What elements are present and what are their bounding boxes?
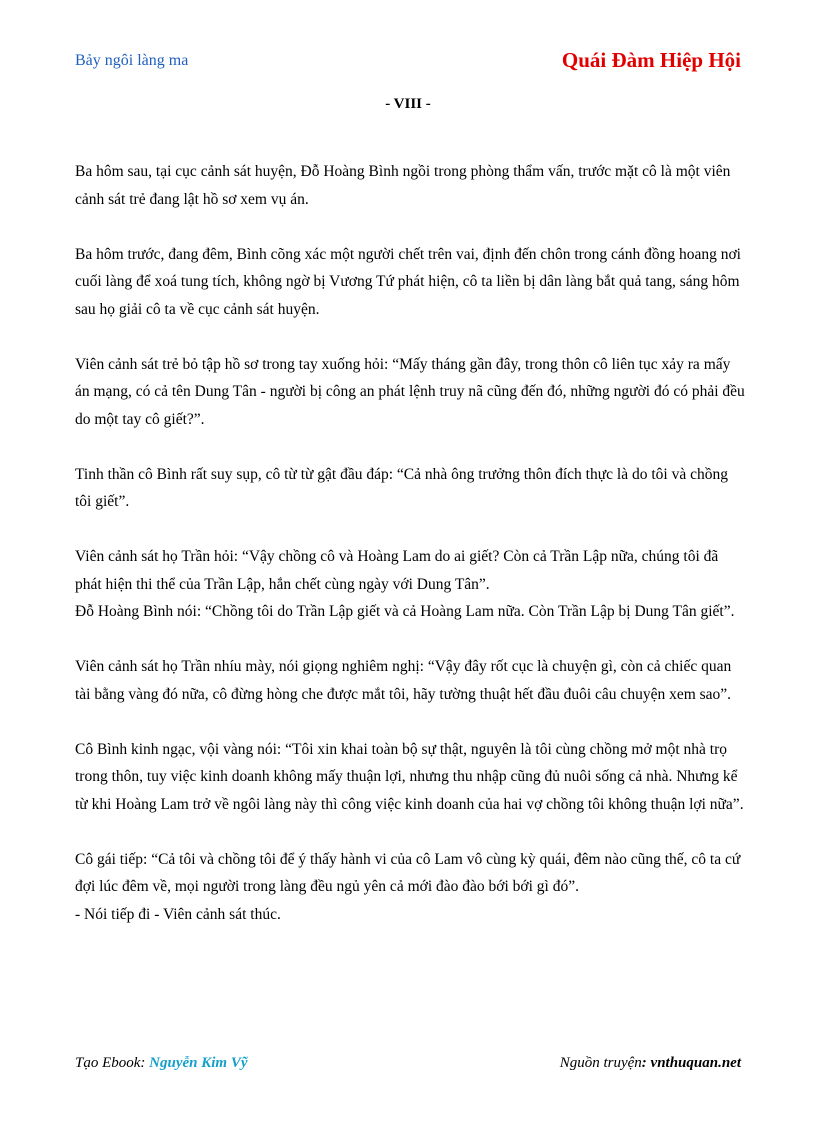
paragraph: Ba hôm sau, tại cục cảnh sát huyện, Đỗ Hoàng Bình ngồi trong phòng thẩm vấn, trước mặt cô là một viên cảnh sát trẻ đang lật hồ sơ xem vụ án. (75, 163, 731, 208)
publisher-title: Quái Đàm Hiệp Hội (561, 48, 741, 72)
paragraph: Đỗ Hoàng Bình nói: “Chồng tôi do Trần Lập giết và cả Hoàng Lam nữa. Còn Trần Lập bị Dung Tân giết”. (75, 603, 735, 620)
paragraph: Tinh thần cô Bình rất suy sụp, cô từ từ gật đầu đáp: “Cả nhà ông trưởng thôn đích thực là do tôi và chồng tôi giết”. (75, 465, 728, 510)
source-site: vnthuquan.net (650, 1055, 741, 1071)
paragraph: Ba hôm trước, đang đêm, Bình cõng xác một người chết trên vai, định đến chôn trong cánh đồng hoang nơi cuối làng để xoá tung tích, không ngờ bị Vương Tứ phát hiện, cô ta liền bị dân làng bắt quả tang, sáng hôm sau họ giải cô ta về cục cảnh sát huyện. (75, 245, 741, 318)
source-label: Nguồn truyện (559, 1055, 642, 1071)
source-credit: Nguồn truyện: vnthuquan.net (559, 1055, 741, 1071)
paragraph: Viên cảnh sát họ Trần nhíu mày, nói giọng nghiêm nghị: “Vậy đây rốt cục là chuyện gì, còn cả chiếc quan tài bằng vàng đó nữa, cô đừng hòng che được mắt tôi, hãy tường thuật hết đầu đuôi câu chuyện xem sao”. (75, 658, 732, 703)
ebook-label: Tạo Ebook (75, 1055, 141, 1071)
paragraph: - Nói tiếp đi - Viên cảnh sát thúc. (75, 905, 281, 923)
ebook-credit: Tạo Ebook: Nguyễn Kim Vỹ (75, 1055, 248, 1071)
chapter-body (75, 158, 745, 956)
book-title: Bảy ngôi làng ma (75, 52, 189, 69)
paragraph: Cô gái tiếp: “Cả tôi và chồng tôi để ý thấy hành vi của cô Lam vô cùng kỳ quái, đêm nào cũng thế, cô ta cứ đợi lúc đêm về, mọi người trong làng đều ngủ yên cả mới đào đào bới bới gì đó”. (75, 850, 741, 895)
chapter-heading: - VIII - (385, 96, 431, 112)
paragraph: Cô Bình kinh ngạc, vội vàng nói: “Tôi xin khai toàn bộ sự thật, nguyên là tôi cùng chồng mở một nhà trọ trong thôn, tuy việc kinh doanh không mấy thuận lợi, nhưng thu nhập cũng đủ nuôi sống cả nhà. Nhưng kể từ khi Hoàng Lam trở về ngôi làng này thì công việc kinh doanh của hai vợ chồng tôi không thuận lợi nữa”. (75, 740, 744, 813)
ebook-author: Nguyễn Kim Vỹ (149, 1055, 248, 1071)
paragraph: Viên cảnh sát trẻ bỏ tập hồ sơ trong tay xuống hỏi: “Mấy tháng gần đây, trong thôn cô liên tục xảy ra mấy án mạng, có cả tên Dung Tân - người bị công an phát lệnh truy nã cũng đến đó, những người đó có phải đều do một tay cô giết?”. (75, 355, 745, 428)
paragraph: Viên cảnh sát họ Trần hỏi: “Vậy chồng cô và Hoàng Lam do ai giết? Còn cả Trần Lập nữa, chúng tôi đã phát hiện thi thể của Trần Lập, hắn chết cùng ngày với Dung Tân”. (75, 548, 719, 593)
